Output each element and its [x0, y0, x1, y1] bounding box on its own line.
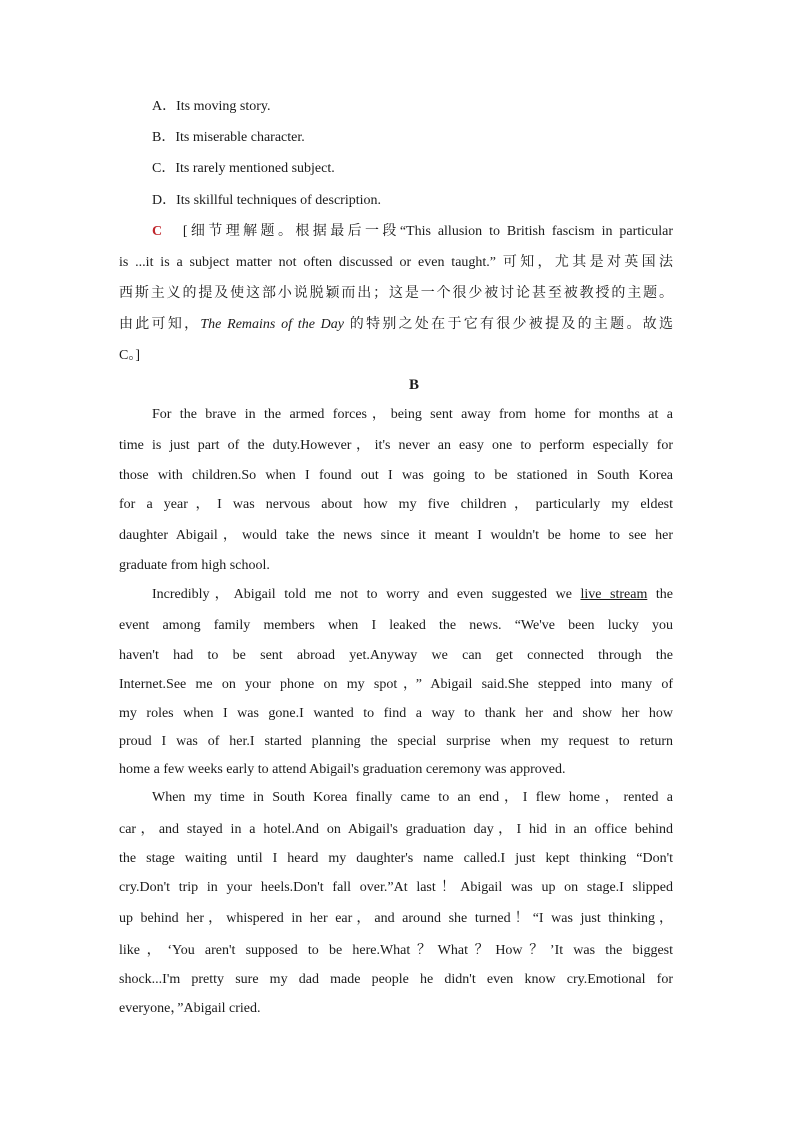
p1-line-4: for a year，I was nervous about how my five children，particularly my eldest — [119, 497, 673, 512]
answer-line-5: C。] — [119, 348, 140, 363]
p1-line-5: daughter Abigail，would take the news since it meant I wouldn't be home to see her — [119, 528, 673, 543]
p2-line-3: haven't had to be sent abroad yet.Anyway we can get connected through the — [119, 648, 673, 663]
p1-line-6: graduate from high school. — [119, 558, 270, 573]
section-heading: B — [408, 377, 419, 393]
p2-line-2: event among family members when I leaked the news. “We've been lucky you — [119, 618, 673, 633]
answer-text-4b: 的特别之处在于它有很少被提及的主题。故选 — [344, 317, 674, 332]
p3-line-6: like，‘You aren't supposed to be here.What？What？How？’It was the biggest — [119, 943, 673, 958]
answer-text-1: [细节理解题。根据最后一段“This allusion to British fascism in particular — [182, 224, 673, 239]
answer-text-4a: 由此可知， — [119, 317, 201, 332]
p3-line-2: car，and stayed in a hotel.And on Abigail's graduation day，I hid in an office behind — [119, 822, 673, 837]
option-c: C．Its rarely mentioned subject. — [152, 161, 335, 176]
p2-text-1a: Incredibly，Abigail told me not to worry and even suggested we — [152, 587, 581, 602]
p3-line-4: cry.Don't trip in your heels.Don't fall over.”At last！Abigail was up on stage.I slipped — [119, 880, 673, 895]
answer-line-1 — [152, 223, 673, 241]
answer-letter: C — [152, 224, 163, 239]
p3-line-5: up behind her，whispered in her ear，and around she turned！“I was just thinking， — [119, 911, 673, 926]
p2-line-4: Internet.See me on your phone on my spot，” Abigail said.She stepped into many of — [119, 677, 673, 692]
option-a: A．Its moving story. — [152, 99, 271, 114]
p2-line-5: my roles when I was gone.I wanted to find a way to thank her and show her how — [119, 706, 673, 721]
p1-line-1: For the brave in the armed forces，being sent away from home for months at a — [152, 407, 673, 422]
p1-line-2: time is just part of the duty.However，it's never an easy one to perform especially for — [119, 438, 673, 453]
p2-line-1 — [152, 586, 673, 604]
p2-text-1b: the — [647, 587, 674, 602]
answer-line-4 — [119, 316, 673, 334]
p1-line-3: those with children.So when I found out I was going to be stationed in South Korea — [119, 468, 673, 483]
option-d: D．Its skillful techniques of description. — [152, 193, 382, 208]
answer-line-3: 西斯主义的提及使这部小说脱颖而出；这是一个很少被讨论甚至被教授的主题。 — [119, 286, 673, 301]
underlined-phrase: live stream — [580, 587, 648, 602]
p3-line-1: When my time in South Korea finally came to an end，I flew home，rented a — [152, 790, 673, 805]
p2-line-7: home a few weeks early to attend Abigail's graduation ceremony was approved. — [119, 762, 566, 777]
answer-line-2: is ...it is a subject matter not often discussed or even taught.” 可知，尤其是对英国法 — [119, 255, 673, 270]
book-title: The Remains of the Day — [200, 317, 345, 332]
p3-line-8: everyone，”Abigail cried. — [119, 1001, 261, 1016]
p3-line-7: shock...I'm pretty sure my dad made people he didn't even know cry.Emotional for — [119, 972, 673, 987]
option-b: B．Its miserable character. — [152, 130, 305, 145]
p2-line-6: proud I was of her.I started planning the special surprise when my request to return — [119, 734, 673, 749]
p3-line-3: the stage waiting until I heard my daughter's name called.I just kept thinking “Don't — [119, 851, 673, 866]
